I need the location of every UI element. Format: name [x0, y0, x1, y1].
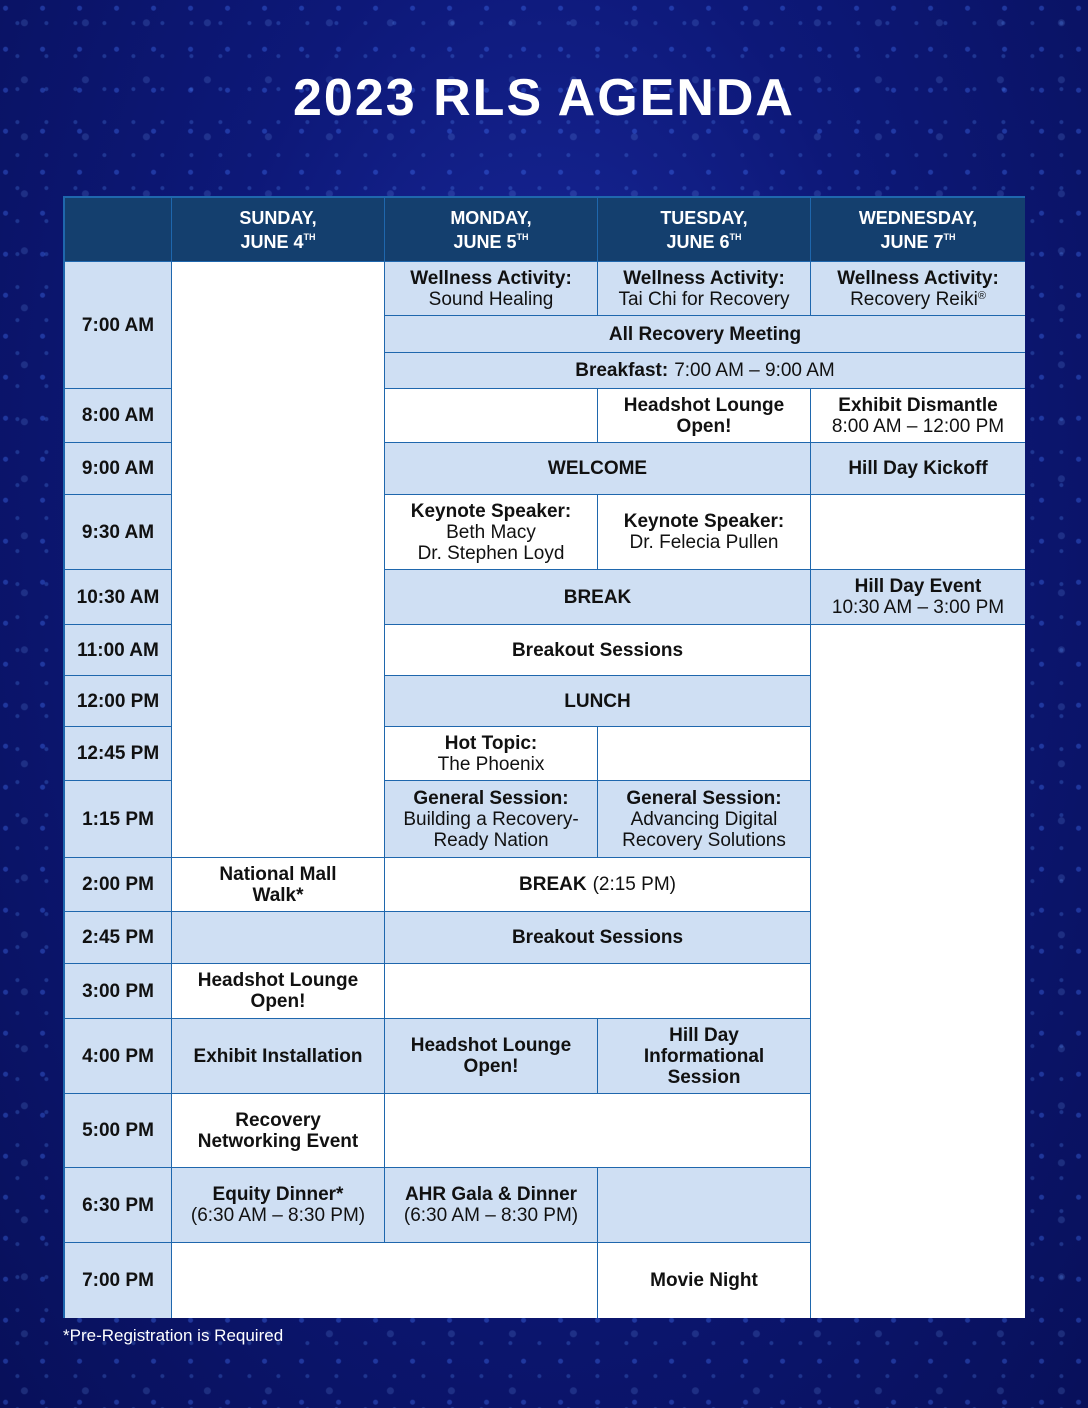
time-cell: 2:00 PM [65, 858, 172, 912]
event-wellness-monday: Wellness Activity: Sound Healing [385, 262, 598, 316]
time-cell: 9:00 AM [65, 443, 172, 495]
header-wednesday [811, 198, 1025, 262]
time-cell: 7:00 PM [65, 1243, 172, 1318]
event-movie-night: Movie Night [598, 1243, 811, 1318]
header-sunday [172, 198, 385, 262]
empty-cell [811, 495, 1025, 570]
event-breakfast: Breakfast: 7:00 AM – 9:00 AM [385, 353, 1025, 389]
header-day: TUESDAY, [660, 207, 748, 228]
page-title: 2023 RLS AGENDA [293, 69, 795, 127]
footnote: *Pre-Registration is Required [63, 1326, 284, 1345]
time-cell: 7:00 AM [65, 262, 172, 389]
event-keynote-tuesday: Keynote Speaker: Dr. Felecia Pullen [598, 495, 811, 570]
time-cell: 8:00 AM [65, 389, 172, 443]
time-cell: 4:00 PM [65, 1019, 172, 1094]
header-day: SUNDAY, [239, 207, 317, 228]
empty-cell [385, 964, 811, 1019]
header-date: JUNE 5 [453, 231, 517, 252]
header-date-suffix: TH [729, 231, 742, 242]
header-date: JUNE 4 [240, 231, 304, 252]
header-corner-cell [65, 198, 172, 262]
time-cell: 5:00 PM [65, 1094, 172, 1168]
time-cell: 10:30 AM [65, 570, 172, 625]
event-hill-day-informational: Hill Day Informational Session [598, 1019, 811, 1094]
event-general-session-tuesday: General Session: Advancing Digital Recovery Solutions [598, 781, 811, 858]
time-cell: 12:45 PM [65, 727, 172, 781]
time-cell: 1:15 PM [65, 781, 172, 858]
empty-cell [598, 1168, 811, 1243]
registered-mark: ® [977, 289, 986, 302]
event-hill-day-kickoff: Hill Day Kickoff [811, 443, 1025, 495]
empty-cell [172, 262, 385, 858]
event-exhibit-dismantle: Exhibit Dismantle 8:00 AM – 12:00 PM [811, 389, 1025, 443]
event-headshot-lounge: Headshot Lounge Open! [385, 1019, 598, 1094]
empty-cell [598, 727, 811, 781]
event-headshot-lounge: Headshot Lounge Open! [598, 389, 811, 443]
event-hill-day-event: Hill Day Event 10:30 AM – 3:00 PM [811, 570, 1025, 625]
header-date-suffix: TH [516, 231, 529, 242]
event-wellness-wednesday: Wellness Activity: Recovery Reiki® [811, 262, 1025, 316]
event-hot-topic: Hot Topic: The Phoenix [385, 727, 598, 781]
header-tuesday [598, 198, 811, 262]
header-date: JUNE 6 [666, 231, 730, 252]
header-date-suffix: TH [303, 231, 316, 242]
header-monday [385, 198, 598, 262]
empty-cell [385, 389, 598, 443]
event-breakout-sessions: Breakout Sessions [385, 625, 811, 676]
time-cell: 2:45 PM [65, 912, 172, 964]
empty-cell [811, 625, 1025, 1318]
time-cell: 3:00 PM [65, 964, 172, 1019]
event-keynote-monday: Keynote Speaker: Beth Macy Dr. Stephen Loyd [385, 495, 598, 570]
empty-cell [385, 1094, 811, 1168]
event-national-mall-walk: National Mall Walk* [172, 858, 385, 912]
event-ahr-gala: AHR Gala & Dinner (6:30 AM – 8:30 PM) [385, 1168, 598, 1243]
event-lunch: LUNCH [385, 676, 811, 727]
time-cell: 12:00 PM [65, 676, 172, 727]
event-welcome: WELCOME [385, 443, 811, 495]
event-general-session-monday: General Session: Building a Recovery- Ready Nation [385, 781, 598, 858]
time-cell: 9:30 AM [65, 495, 172, 570]
event-recovery-networking: Recovery Networking Event [172, 1094, 385, 1168]
event-equity-dinner: Equity Dinner* (6:30 AM – 8:30 PM) [172, 1168, 385, 1243]
header-date: JUNE 7 [880, 231, 944, 252]
time-cell: 6:30 PM [65, 1168, 172, 1243]
empty-cell [172, 912, 385, 964]
empty-cell [172, 1243, 598, 1318]
event-breakout-sessions: Breakout Sessions [385, 912, 811, 964]
event-headshot-lounge: Headshot Lounge Open! [172, 964, 385, 1019]
time-cell: 11:00 AM [65, 625, 172, 676]
event-break: BREAK [385, 570, 811, 625]
event-all-recovery-meeting: All Recovery Meeting [385, 316, 1025, 353]
agenda-table [63, 196, 1025, 1318]
event-exhibit-installation: Exhibit Installation [172, 1019, 385, 1094]
header-day: MONDAY, [450, 207, 532, 228]
header-date-suffix: TH [943, 231, 956, 242]
header-day: WEDNESDAY, [858, 207, 978, 228]
event-break-afternoon: BREAK (2:15 PM) [385, 858, 811, 912]
event-wellness-tuesday: Wellness Activity: Tai Chi for Recovery [598, 262, 811, 316]
